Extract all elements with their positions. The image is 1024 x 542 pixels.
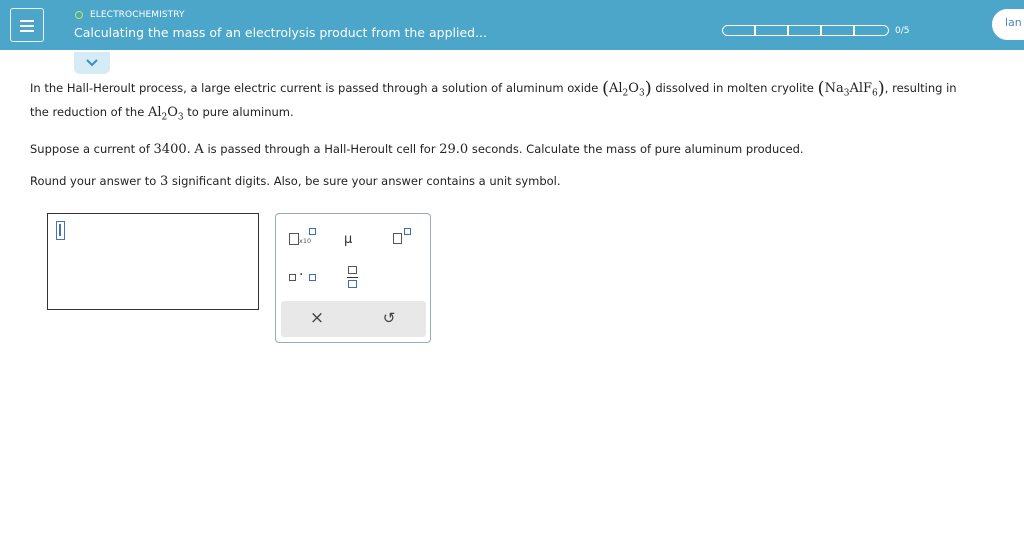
progress-count: 0/5 — [895, 26, 910, 36]
math-palette — [275, 213, 431, 343]
question-paragraph-2: the reduction of the $Al_2O_3$ to pure aluminum. — [30, 105, 294, 123]
input-cursor — [56, 221, 65, 240]
language-label: lan — [1005, 16, 1022, 29]
current-unit: A — [194, 142, 204, 157]
multiply-dot-button[interactable]: · — [288, 271, 320, 285]
hamburger-icon — [20, 20, 34, 22]
sigfig-value: 3 — [159, 174, 169, 189]
answer-input[interactable] — [47, 213, 259, 310]
chevron-down-icon — [85, 58, 99, 68]
scientific-notation-button[interactable]: x10 — [286, 228, 318, 250]
superscript-button[interactable] — [392, 228, 416, 248]
menu-button[interactable] — [10, 8, 44, 42]
clear-button[interactable] — [305, 308, 329, 330]
topic-label: ELECTROCHEMISTRY — [90, 10, 185, 20]
question-paragraph-1: In the Hall-Heroult process, a large electric current is passed through a solution of aluminum oxide $(Al_2O_3)$ dissolved in molten cryolite $(Na_3AlF_6)$, resulting in — [30, 78, 957, 99]
page-title: Calculating the mass of an electrolysis product from the applied... — [74, 25, 487, 40]
close-icon: × — [309, 308, 325, 328]
palette-actions — [281, 301, 426, 337]
undo-icon: ↺ — [382, 309, 396, 327]
collapse-toggle[interactable] — [74, 52, 110, 74]
question-paragraph-3: Suppose a current of 3400. A is passed through a Hall-Heroult cell for 29.0 seconds. Calculate the mass of pure aluminum produced. — [30, 142, 804, 157]
micro-button[interactable]: μ — [344, 232, 353, 247]
time-value: 29.0 — [439, 142, 469, 157]
fraction-button[interactable] — [347, 266, 359, 292]
question-paragraph-4: Round your answer to 3 significant digits. Also, be sure your answer contains a unit symbol. — [30, 174, 561, 189]
progress-bar — [722, 25, 889, 36]
topic-status-icon — [75, 11, 83, 19]
undo-button[interactable] — [377, 308, 401, 330]
top-bar — [0, 0, 1024, 50]
current-value: 3400. — [153, 142, 191, 157]
